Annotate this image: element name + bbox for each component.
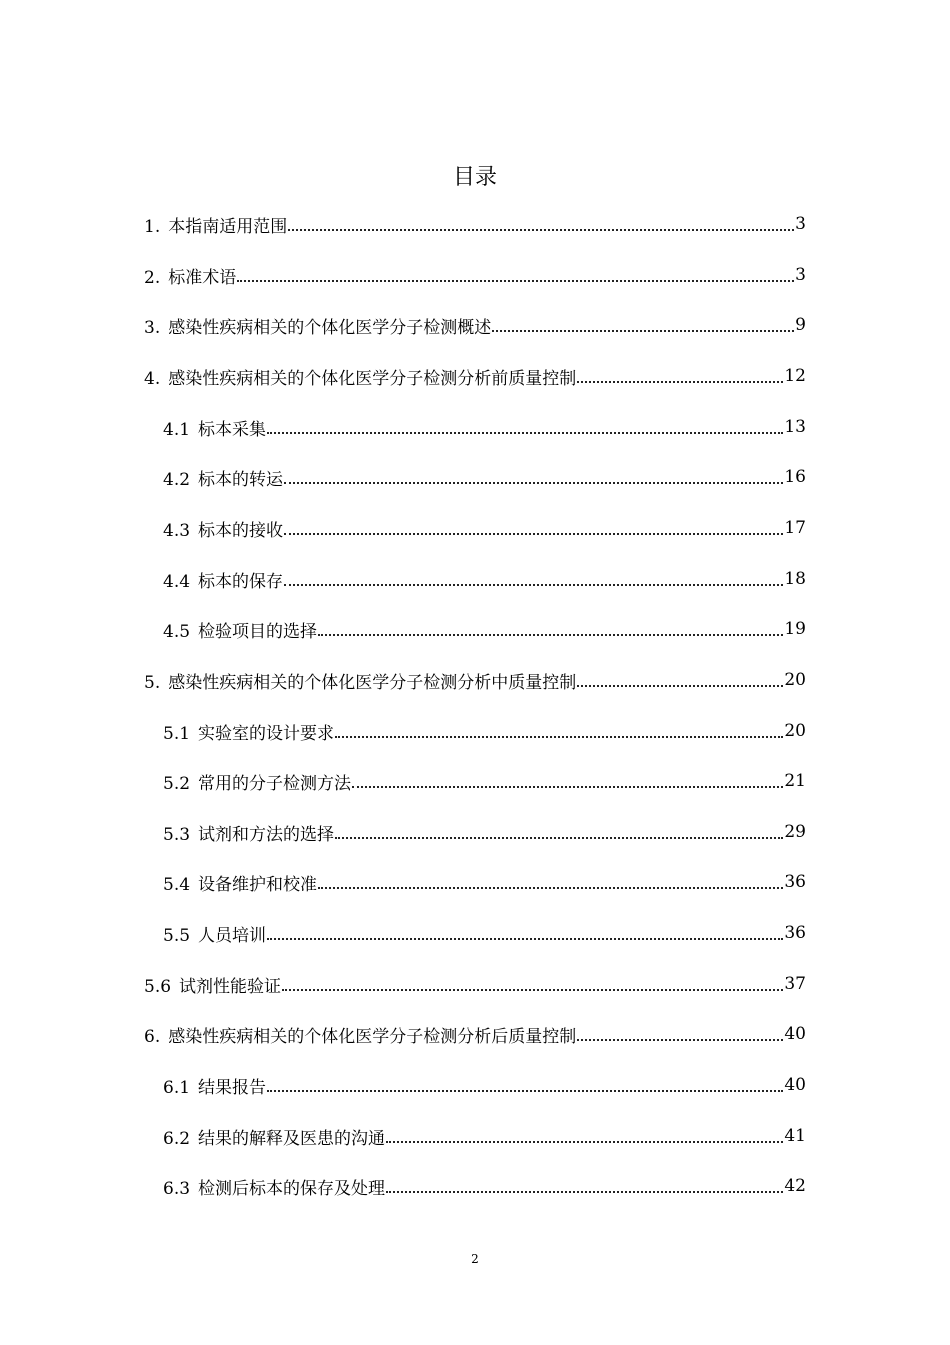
toc-section-number: 4.2 [163, 469, 191, 490]
toc-page-number: 41 [784, 1126, 806, 1146]
toc-dot-leader [492, 330, 794, 332]
toc-section-title: 人员培训 [198, 925, 267, 946]
toc-section-number: 6.2 [163, 1128, 191, 1149]
toc-entry-label [163, 769, 351, 794]
toc-dot-leader [267, 938, 783, 940]
toc-entry-label [163, 567, 283, 592]
toc-section-title: 标本的保存 [198, 571, 284, 592]
toc-dot-leader [284, 482, 783, 484]
toc-section-number: 5.4 [163, 874, 191, 895]
toc-section-number: 4.4 [163, 571, 191, 592]
toc-page-number: 29 [784, 822, 806, 842]
toc-section-number: 3. [144, 317, 161, 338]
toc-page-number: 19 [784, 619, 806, 639]
toc-entry-label [163, 617, 317, 642]
toc-section-title: 检测后标本的保存及处理 [198, 1178, 386, 1199]
toc-section-number: 4.3 [163, 520, 191, 541]
toc-dot-leader [577, 1039, 783, 1041]
toc-entry-label [144, 668, 576, 693]
toc-page-number: 40 [784, 1075, 806, 1095]
toc-dot-leader [267, 432, 783, 434]
toc-page-number: 3 [795, 265, 806, 285]
toc-entry[interactable] [144, 356, 806, 396]
toc-dot-leader [386, 1141, 783, 1143]
toc-section-title: 感染性疾病相关的个体化医学分子检测分析中质量控制 [168, 672, 577, 693]
toc-entry[interactable] [163, 609, 806, 649]
toc-dot-leader [318, 887, 783, 889]
toc-page-number: 36 [784, 872, 806, 892]
toc-dot-leader [577, 381, 783, 383]
toc-page-number: 40 [784, 1024, 806, 1044]
toc-entry[interactable] [163, 913, 806, 953]
toc-entry[interactable] [163, 407, 806, 447]
toc-section-number: 6. [144, 1026, 161, 1047]
toc-dot-leader [335, 736, 783, 738]
toc-section-title: 标准术语 [168, 267, 237, 288]
toc-section-number: 5.2 [163, 773, 191, 794]
toc-entry[interactable] [163, 1166, 806, 1206]
toc-page-number: 37 [784, 974, 806, 994]
toc-section-title: 实验室的设计要求 [198, 723, 335, 744]
toc-section-title: 结果报告 [198, 1077, 267, 1098]
toc-dot-leader [288, 229, 794, 231]
toc-dot-leader [352, 786, 783, 788]
toc-entry[interactable] [144, 305, 806, 345]
toc-entry-label [144, 364, 576, 389]
toc-section-title: 标本的接收 [198, 520, 284, 541]
toc-section-title: 感染性疾病相关的个体化医学分子检测分析后质量控制 [168, 1026, 577, 1047]
toc-entry[interactable] [163, 711, 806, 751]
toc-section-number: 5. [144, 672, 161, 693]
toc-section-number: 4.5 [163, 621, 191, 642]
toc-entry[interactable] [163, 457, 806, 497]
toc-dot-leader [386, 1191, 783, 1193]
toc-section-title: 标本的转运 [198, 469, 284, 490]
toc-section-number: 5.6 [144, 976, 172, 997]
toc-entry[interactable] [144, 964, 806, 1004]
toc-section-number: 4.1 [163, 419, 191, 440]
toc-entry[interactable] [163, 812, 806, 852]
toc-section-title: 本指南适用范围 [168, 216, 288, 237]
toc-dot-leader [577, 685, 783, 687]
toc-section-title: 标本采集 [198, 419, 267, 440]
toc-page-number: 3 [795, 214, 806, 234]
toc-dot-leader [267, 1090, 783, 1092]
toc-entry-label [163, 516, 283, 541]
toc-section-title: 试剂性能验证 [179, 976, 282, 997]
toc-page-number: 17 [784, 518, 806, 538]
toc-dot-leader [284, 533, 783, 535]
toc-page-number: 12 [784, 366, 806, 386]
toc-entry-label [163, 820, 334, 845]
toc-section-title: 试剂和方法的选择 [198, 824, 335, 845]
toc-entry-label [163, 1174, 385, 1199]
toc-page-number: 20 [784, 721, 806, 741]
toc-page-number: 16 [784, 467, 806, 487]
toc-dot-leader [282, 989, 783, 991]
toc-page-number: 18 [784, 569, 806, 589]
toc-page-number: 9 [795, 315, 806, 335]
toc-page-number: 36 [784, 923, 806, 943]
toc-dot-leader [237, 280, 794, 282]
toc-section-title: 感染性疾病相关的个体化医学分子检测分析前质量控制 [168, 368, 577, 389]
toc-page-number: 42 [784, 1176, 806, 1196]
toc-entry[interactable] [144, 255, 806, 295]
page-number: 2 [471, 1252, 479, 1266]
toc-page-number: 21 [784, 771, 806, 791]
toc-entry[interactable] [144, 660, 806, 700]
toc-entry[interactable] [163, 1065, 806, 1105]
toc-section-number: 6.3 [163, 1178, 191, 1199]
toc-section-number: 2. [144, 267, 161, 288]
toc-entry-label [144, 1022, 576, 1047]
toc-page-number: 20 [784, 670, 806, 690]
toc-entry-label [163, 1073, 266, 1098]
toc-dot-leader [335, 837, 783, 839]
toc-entry-label [163, 1124, 385, 1149]
toc-section-number: 5.1 [163, 723, 191, 744]
toc-entry-label [163, 870, 317, 895]
toc-entry-label [163, 921, 266, 946]
toc-entry[interactable] [163, 508, 806, 548]
toc-entry[interactable] [144, 204, 806, 244]
toc-dot-leader [284, 584, 783, 586]
toc-section-title: 感染性疾病相关的个体化医学分子检测概述 [168, 317, 492, 338]
toc-section-title: 检验项目的选择 [198, 621, 318, 642]
toc-entry[interactable] [163, 559, 806, 599]
toc-page-number: 13 [784, 417, 806, 437]
toc-section-number: 4. [144, 368, 161, 389]
toc-section-number: 5.3 [163, 824, 191, 845]
toc-entry-label [163, 719, 334, 744]
toc-section-title: 设备维护和校准 [198, 874, 318, 895]
toc-entry-label [144, 212, 287, 237]
toc-entry-label [163, 415, 266, 440]
toc-section-title: 结果的解释及医患的沟通 [198, 1128, 386, 1149]
toc-entry-label [163, 465, 283, 490]
toc-entry[interactable] [163, 761, 806, 801]
toc-entry-label [144, 263, 236, 288]
toc-entry[interactable] [163, 862, 806, 902]
toc-entry-label [144, 972, 281, 997]
toc-section-number: 1. [144, 216, 161, 237]
toc-section-number: 6.1 [163, 1077, 191, 1098]
toc-entry[interactable] [163, 1116, 806, 1156]
page-title: 目录 [452, 165, 497, 190]
toc-section-number: 5.5 [163, 925, 191, 946]
toc-section-title: 常用的分子检测方法 [198, 773, 352, 794]
toc-dot-leader [318, 634, 783, 636]
toc-entry-label [144, 313, 491, 338]
toc-entry[interactable] [144, 1014, 806, 1054]
